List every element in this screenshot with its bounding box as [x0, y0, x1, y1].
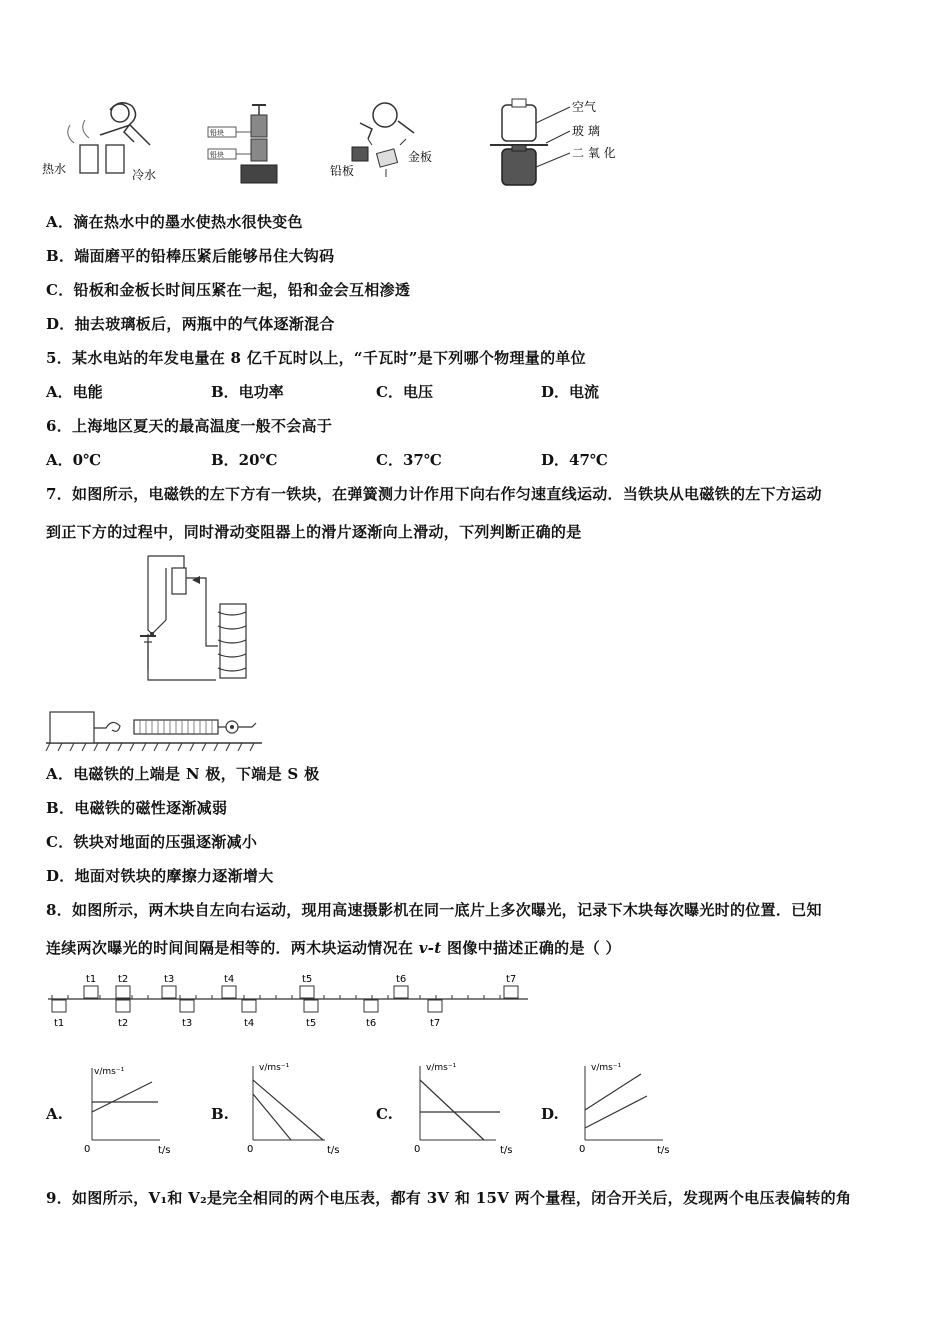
figure-gas-bottles	[490, 99, 616, 185]
iron-block-icon	[50, 712, 94, 743]
top-time-label-7: t7	[506, 974, 517, 985]
top-block-4	[222, 986, 236, 998]
q8-stem-line2	[46, 938, 621, 958]
graph-c-ylabel: v/ms⁻¹	[426, 1063, 457, 1073]
top-time-label-3: t3	[164, 974, 175, 985]
top-block-6	[394, 986, 408, 998]
q8-option-a[interactable]: A.	[46, 1105, 63, 1123]
q8-graph-c	[412, 1060, 512, 1160]
q5-stem: 5．某水电站的年发电量在 8 亿千瓦时以上，“千瓦时”是下列哪个物理量的单位	[46, 349, 586, 367]
graph-b-origin: 0	[247, 1144, 254, 1155]
q4-option-b[interactable]: B．端面磨平的铅棒压紧后能够吊住大钩码	[46, 247, 335, 265]
figure-lead-rods	[208, 105, 277, 183]
q8-stem-pre: 连续两次曝光的时间间隔是相等的．两木块运动情况在	[46, 939, 419, 957]
top-block-5	[300, 986, 314, 998]
switch-icon	[152, 620, 166, 634]
q5-option-c[interactable]: C．电压	[376, 383, 433, 401]
q8-graph-a	[80, 1060, 180, 1160]
graph-a-origin: 0	[84, 1144, 91, 1155]
top-block-1	[84, 986, 98, 998]
q8-stem-variable: v-t	[418, 939, 442, 957]
q4-option-c[interactable]: C．铅板和金板长时间压紧在一起，铅和金会互相渗透	[46, 281, 411, 299]
q9-stem: 9．如图所示，V₁和 V₂是完全相同的两个电压表，都有 3V 和 15V 两个量程，闭合开关后，发现两个电压表偏转的角	[46, 1189, 852, 1207]
q7-stem-line2: 到正下方的过程中，同时滑动变阻器上的滑片逐渐向上滑动，下列判断正确的是	[46, 523, 582, 541]
q6-option-d[interactable]: D．47℃	[541, 451, 608, 469]
bottom-time-label-2: t2	[118, 1018, 129, 1029]
graph-a-ylabel: v/ms⁻¹	[94, 1067, 125, 1077]
q8-option-d[interactable]: D.	[541, 1105, 559, 1123]
top-time-label-4: t4	[224, 974, 235, 985]
top-time-label-1: t1	[86, 974, 97, 985]
q8-option-c[interactable]: C.	[376, 1105, 393, 1123]
graph-b-ylabel: v/ms⁻¹	[259, 1063, 290, 1073]
bottom-time-label-1: t1	[54, 1018, 65, 1029]
bottom-time-label-3: t3	[182, 1018, 193, 1029]
top-block-7	[504, 986, 518, 998]
q6-option-c[interactable]: C．37℃	[376, 451, 442, 469]
q6-option-b[interactable]: B．20℃	[211, 451, 278, 469]
bottom-block-7	[428, 1000, 442, 1012]
label-air: 空气	[572, 100, 597, 114]
bottom-block-6	[364, 1000, 378, 1012]
top-block-3	[162, 986, 176, 998]
q8-graph-d	[577, 1060, 677, 1160]
label-lead-block-1: 铅块	[210, 129, 224, 137]
q7-option-b[interactable]: B．电磁铁的磁性逐渐减弱	[46, 799, 228, 817]
label-gold-plate: 金板	[408, 150, 433, 164]
top-time-label-6: t6	[396, 974, 407, 985]
graph-a-xlabel: t/s	[158, 1145, 171, 1156]
q5-option-a[interactable]: A．电能	[46, 383, 103, 401]
bottom-block-1	[52, 1000, 66, 1012]
bottom-time-label-7: t7	[430, 1018, 441, 1029]
bottom-time-label-6: t6	[366, 1018, 377, 1029]
label-cold-water: 冷水	[132, 168, 157, 182]
graph-d-origin: 0	[579, 1144, 586, 1155]
q5-option-b[interactable]: B．电功率	[211, 383, 284, 401]
q8-stem-line1: 8．如图所示，两木块自左向右运动，现用高速摄影机在同一底片上多次曝光，记录下木块每次曝光时的位置．已知	[46, 901, 822, 919]
q4-option-a[interactable]: A．滴在热水中的墨水使热水很快变色	[46, 213, 303, 231]
graph-c-xlabel: t/s	[500, 1145, 512, 1156]
q8-exposure-strip	[44, 966, 534, 1032]
figure-lead-gold-plates	[330, 103, 432, 178]
bottom-block-5	[304, 1000, 318, 1012]
bottom-block-2	[116, 1000, 130, 1012]
q7-circuit-figure	[44, 550, 284, 755]
graph-d-ylabel: v/ms⁻¹	[591, 1063, 622, 1073]
figure-hot-cold-water	[42, 103, 156, 182]
graph-d-xlabel: t/s	[657, 1145, 670, 1156]
q8-option-b[interactable]: B.	[211, 1105, 229, 1123]
label-lead-block-2: 铅块	[210, 151, 224, 159]
q7-stem-line1: 7．如图所示，电磁铁的左下方有一铁块，在弹簧测力计作用下向右作匀速直线运动．当铁块从电磁铁的左下方运动	[46, 485, 822, 503]
top-time-label-5: t5	[302, 974, 313, 985]
rheostat-icon	[172, 568, 186, 594]
q4-figure-row	[40, 95, 640, 190]
q7-option-a[interactable]: A．电磁铁的上端是 N 极，下端是 S 极	[46, 765, 320, 783]
label-lead-plate: 铅板	[330, 164, 355, 178]
q6-stem: 6．上海地区夏天的最高温度一般不会高于	[46, 417, 333, 435]
label-hot-water: 热水	[42, 162, 67, 176]
q4-option-d[interactable]: D．抽去玻璃板后，两瓶中的气体逐渐混合	[46, 315, 335, 333]
q6-option-a[interactable]: A．0℃	[46, 451, 102, 469]
q7-option-d[interactable]: D．地面对铁块的摩擦力逐渐增大	[46, 867, 274, 885]
graph-c-origin: 0	[414, 1144, 421, 1155]
bottom-block-4	[242, 1000, 256, 1012]
bottom-time-label-4: t4	[244, 1018, 255, 1029]
bottom-time-label-5: t5	[306, 1018, 317, 1029]
q7-option-c[interactable]: C．铁块对地面的压强逐渐减小	[46, 833, 258, 851]
top-time-label-2: t2	[118, 974, 129, 985]
label-glass: 玻 璃	[572, 124, 600, 138]
q8-stem-post: 图像中描述正确的是（ ）	[441, 939, 621, 957]
top-block-2	[116, 986, 130, 998]
bottom-block-3	[180, 1000, 194, 1012]
q5-option-d[interactable]: D．电流	[541, 383, 600, 401]
graph-b-xlabel: t/s	[327, 1145, 340, 1156]
q8-graph-b	[245, 1060, 345, 1160]
label-nitrogen-dioxide: 二 氧 化	[572, 146, 616, 160]
